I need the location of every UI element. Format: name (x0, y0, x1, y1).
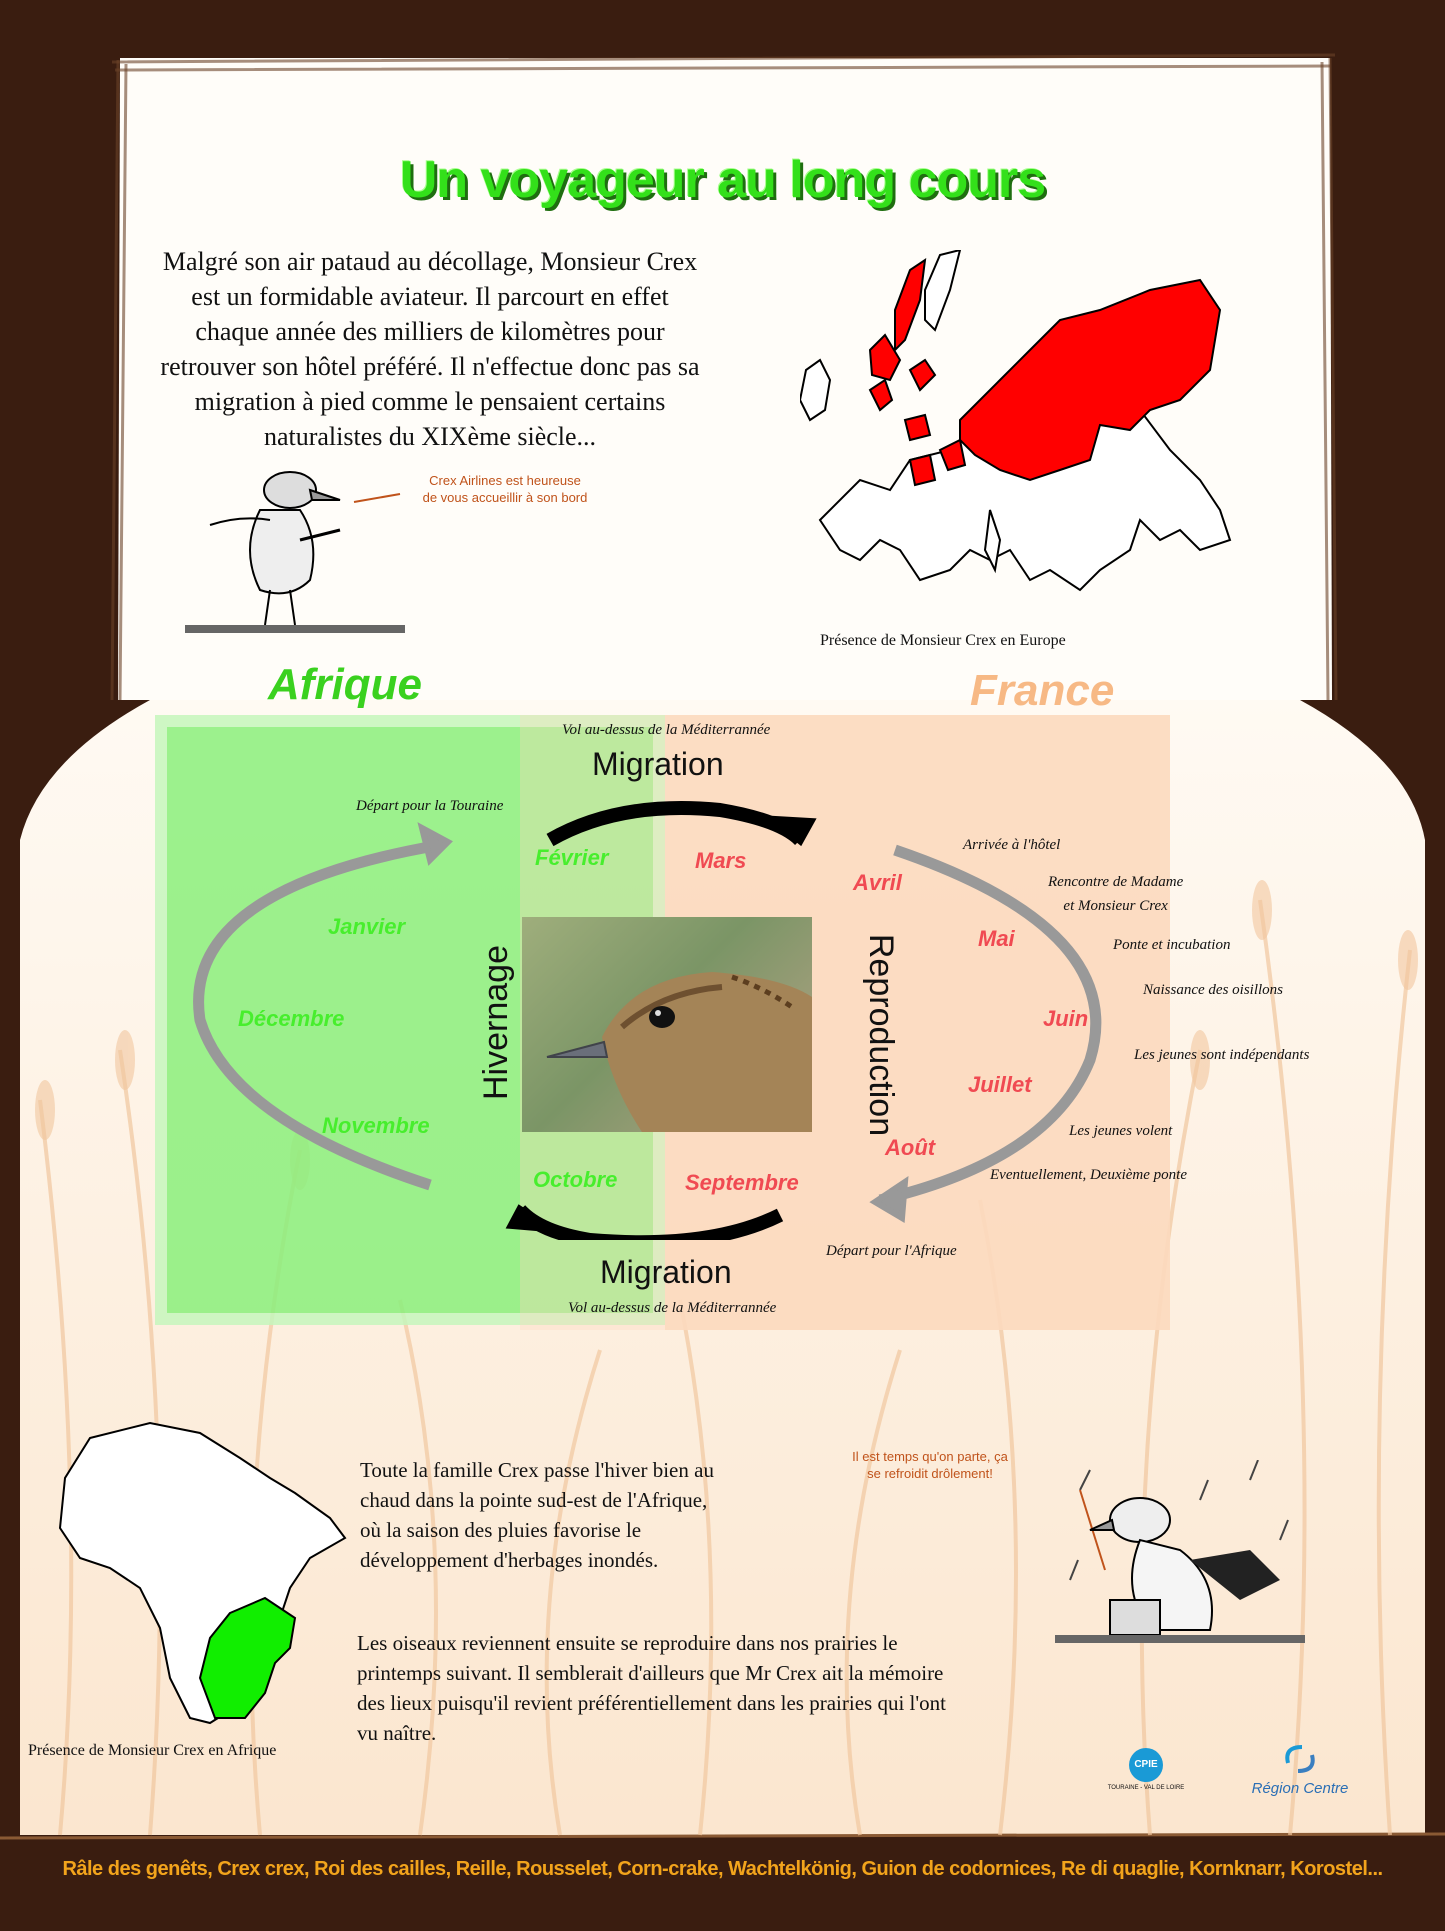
cpie-logo (1106, 1748, 1186, 1791)
note-rencontre-line-2: et Monsieur Crex (1063, 898, 1168, 914)
rain-caption (830, 1448, 1030, 1482)
note-naissance: Naissance des oisillons (1143, 982, 1284, 998)
note-ponte: Ponte et incubation (1113, 937, 1231, 953)
migration-bottom-label: Migration (600, 1254, 732, 1290)
label-hivernage: Hivernage (477, 945, 515, 1100)
month-juin: Juin (1043, 1006, 1089, 1031)
bird-in-rain-drawing (1050, 1460, 1310, 1660)
migration-top-label: Migration (592, 746, 724, 782)
label-reproduction: Reproduction (862, 933, 900, 1137)
cpie-logo-mark: CPIE (1129, 1748, 1163, 1782)
month-fevrier: Février (535, 845, 609, 870)
europe-map (800, 250, 1240, 620)
corncrake-photo (522, 917, 812, 1132)
month-aout: Août (885, 1135, 936, 1160)
migration-top-note: Vol au-dessus de la Méditerrannée (562, 722, 771, 738)
month-mai: Mai (978, 926, 1015, 951)
note-rencontre (1048, 870, 1183, 918)
note-deuxieme-ponte: Eventuellement, Deuxième ponte (990, 1167, 1187, 1183)
cpie-logo-subtitle: TOURAINE - VAL DE LOIRE (1107, 1785, 1185, 1791)
note-arrivee: Arrivée à l'hôtel (963, 837, 1061, 853)
africa-map-caption: Présence de Monsieur Crex en Afrique (28, 1742, 277, 1759)
africa-map (50, 1418, 360, 1738)
wintering-paragraph: Toute la famille Crex passe l'hiver bien au chaud dans la pointe sud-est de l'Afrique, où la saison des pluies favorise le développement d'herbages inondés. (360, 1458, 714, 1572)
region-centre-logo (1240, 1743, 1360, 1797)
crex-airlines-line-1: Crex Airlines est heureuse (429, 473, 581, 488)
migration-bottom-note: Vol au-dessus de la Méditerrannée (568, 1300, 777, 1316)
europe-map-caption: Présence de Monsieur Crex en Europe (820, 632, 1066, 649)
intro-paragraph: Malgré son air pataud au décollage, Monsieur Crex est un formidable aviateur. Il parcourt en effet chaque année des milliers de kilomètres pour retrouver son hôtel préféré. Il n'effectue donc pas sa migration à pied comme le pensaient certains naturalistes du XIXème siècle... (160, 247, 700, 451)
month-novembre: Novembre (322, 1113, 430, 1138)
note-depart-afrique: Départ pour l'Afrique (826, 1243, 957, 1259)
note-jeunes-independants: Les jeunes sont indépendants (1134, 1047, 1310, 1063)
note-rencontre-line-1: Rencontre de Madame (1048, 874, 1184, 890)
rain-caption-line-1: Il est temps qu'on parte, ça (852, 1449, 1008, 1464)
pilot-bird-drawing (180, 460, 410, 640)
return-paragraph: Les oiseaux reviennent ensuite se reproduire dans nos prairies le printemps suivant. Il semblerait d'ailleurs que Mr Crex ait la mémoire des lieux puisqu'il revient préférentiellement dans les prairies qui l'ont vu naître. (357, 1631, 946, 1745)
note-jeunes-volent: Les jeunes volent (1069, 1123, 1173, 1139)
note-depart-touraine: Départ pour la Touraine (356, 798, 504, 814)
month-octobre: Octobre (533, 1167, 618, 1192)
region-afrique: Afrique (268, 660, 422, 709)
month-decembre: Décembre (238, 1006, 345, 1031)
crex-airlines-caption (405, 472, 605, 506)
crex-airlines-line-2: de vous accueillir à son bord (422, 490, 588, 505)
month-juillet: Juillet (968, 1072, 1032, 1097)
region-france: France (970, 666, 1115, 715)
bird-head-illustration (522, 917, 812, 1132)
month-avril: Avril (853, 870, 902, 895)
month-septembre: Septembre (685, 1170, 799, 1195)
page-title: Un voyageur au long cours (399, 151, 1046, 209)
region-centre-label: Région Centre (1251, 1780, 1349, 1797)
rain-caption-line-2: se refroidit drôlement! (867, 1466, 993, 1481)
footer-bird-names: Râle des genêts, Crex crex, Roi des cailles, Reille, Rousselet, Corn-crake, Wachtelkönig, Guion de codornices, Re di quaglie, Kornknarr, Korostel... (62, 1858, 1383, 1880)
pointer-line (352, 488, 402, 508)
month-janvier: Janvier (328, 914, 406, 939)
month-mars: Mars (695, 848, 747, 873)
region-centre-icon (1280, 1743, 1320, 1775)
